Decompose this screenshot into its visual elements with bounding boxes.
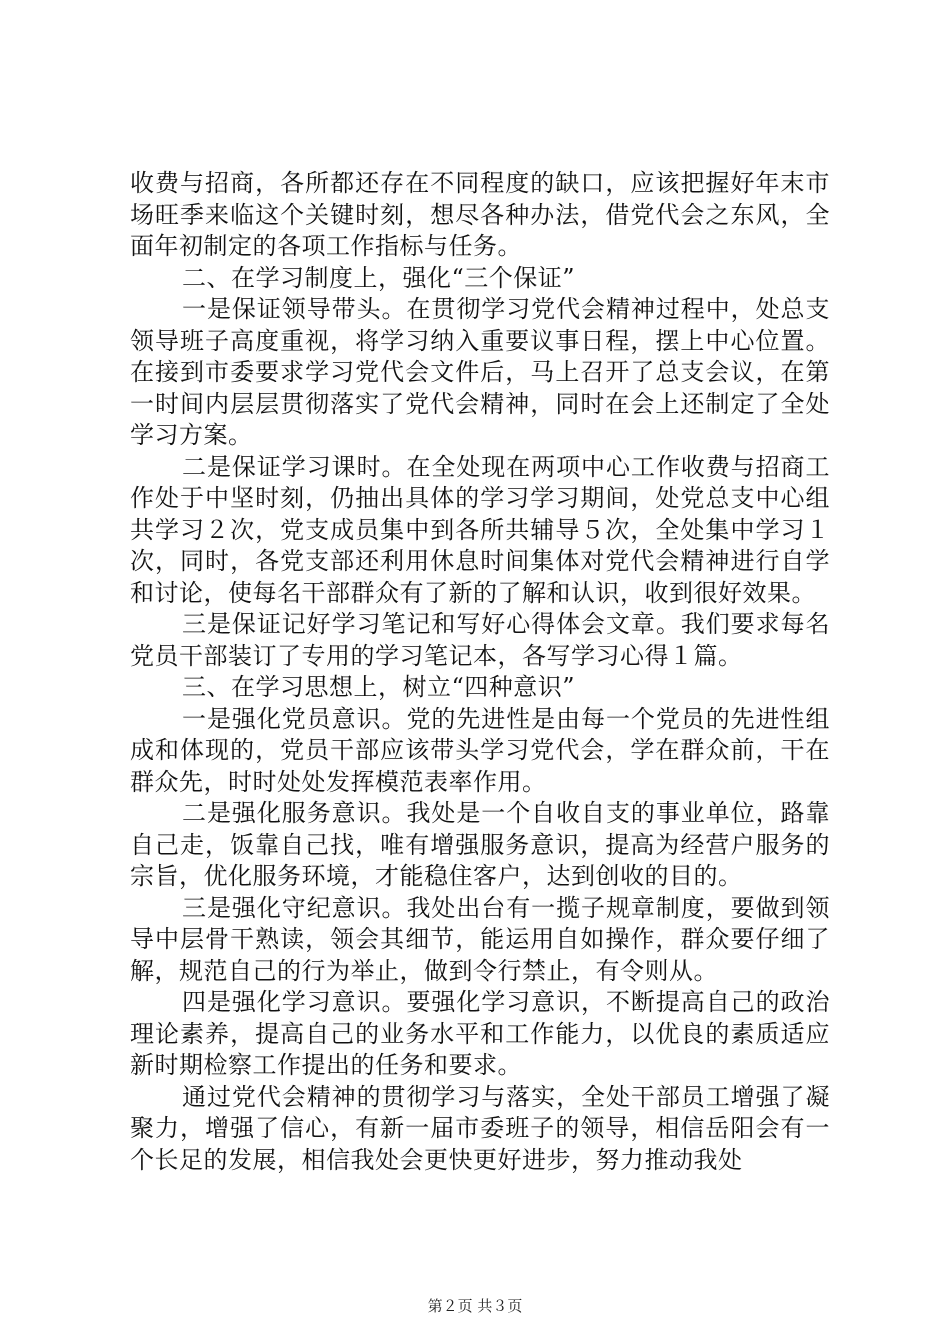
paragraph-1: 收费与招商，各所都还存在不同程度的缺口，应该把握好年末市场旺季来临这个关键时刻，想尽各种办法，借党代会之东风，全面年初制定的各项工作指标与任务。 [130,169,830,260]
paragraph-party-awareness: 一是强化党员意识。党的先进性是由每一个党员的先进性组成和体现的，党员干部应该带头学习党代会，学在群众前，干在群众先，时时处处发挥模范表率作用。 [130,704,830,796]
paragraph-service-awareness: 二是强化服务意识。我处是一个自收自支的事业单位，路靠自己走，饭靠自己找，唯有增强服务意识，提高为经营户服务的宗旨，优化服务环境，才能稳住客户，达到创收的目的。 [130,799,830,890]
paragraph-discipline-awareness: 三是强化守纪意识。我处出台有一揽子规章制度，要做到领导中层骨干熟读，领会其细节，能运用自如操作，群众要仔细了解，规范自己的行为举止，做到令行禁止，有令则从。 [130,893,830,985]
paragraph-learning-awareness: 四是强化学习意识。要强化学习意识，不断提高自己的政治理论素养，提高自己的业务水平和工作能力，以优良的素质适应新时期检察工作提出的任务和要求。 [130,988,830,1079]
paragraph-leadership: 一是保证领导带头。在贯彻学习党代会精神过程中，处总支领导班子高度重视，将学习纳入重要议事日程，摆上中心位置。在接到市委要求学习党代会文件后，马上召开了总支会议，在第一时间内层层贯彻落实了党代会精神，同时在会上还制定了全处学习方案。 [130,295,830,449]
section-heading-2: 二、在学习制度上，强化“三个保证” [182,263,576,292]
paragraph-study-hours: 二是保证学习课时。在全处现在两项中心工作收费与招商工作处于中坚时刻，仍抽出具体的学习学习期间，处党总支中心组共学习２次，党支成员集中到各所共辅导５次，全处集中学习１次，同时，各党支部还利用休息时间集体对党代会精神进行自学和讨论，使每名干部群众有了新的了解和认识，收到很好效果。 [130,452,830,607]
paragraph-study-notes: 三是保证记好学习笔记和写好心得体会文章。我们要求每名党员干部装订了专用的学习笔记本，各写学习心得１篇。 [130,610,830,670]
document-body [130,168,830,1176]
page-footer: 第２页 共３页 [427,1297,523,1315]
section-heading-3: 三、在学习思想上，树立“四种意识” [182,673,576,701]
paragraph-conclusion: 通过党代会精神的贯彻学习与落实，全处干部员工增强了凝聚力，增强了信心，有新一届市委班子的领导，相信岳阳会有一个长足的发展，相信我处会更快更好进步，努力推动我处 [130,1082,830,1174]
